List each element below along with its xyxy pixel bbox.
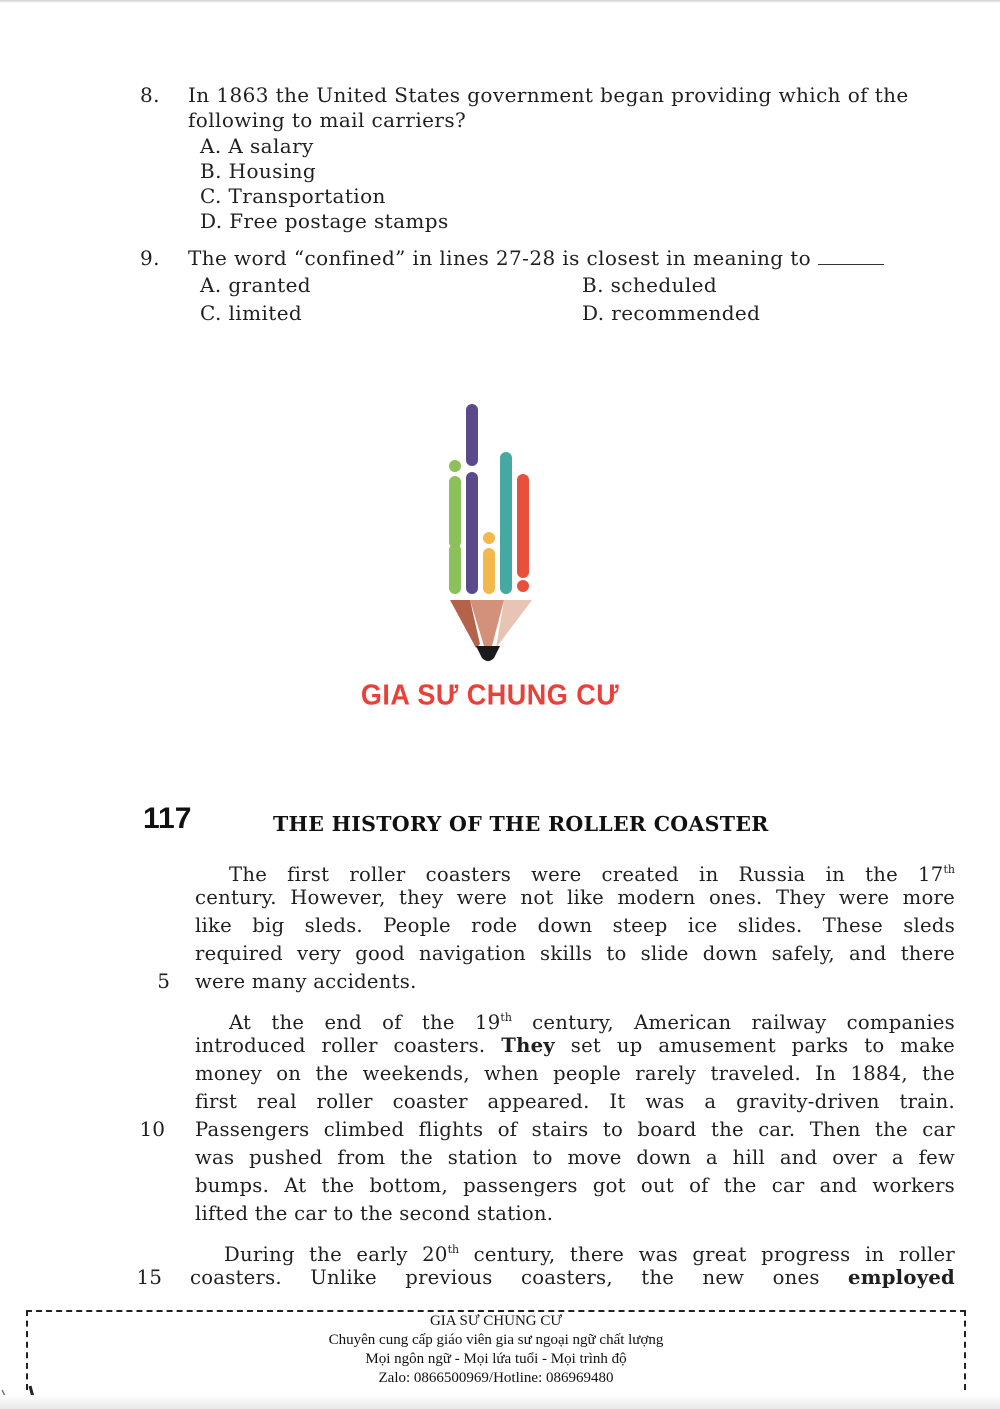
passage-line: bumps. At the bottom, passengers got out of the car and workers <box>195 1174 955 1197</box>
question-9-option-d: D. recommended <box>582 301 761 325</box>
logo-bar <box>500 452 512 594</box>
passage-line: The first roller coasters were created in Russia in the 17th <box>229 863 955 886</box>
logo-bar <box>449 476 461 548</box>
line-number: 5 <box>157 969 170 993</box>
passage-line: lifted the car to the second station. <box>195 1202 554 1225</box>
line-number: 15 <box>136 1265 162 1289</box>
logo-bar <box>517 474 529 578</box>
question-8-option-b: B. Housing <box>200 159 317 183</box>
passage-line: were many accidents. <box>195 970 417 993</box>
question-9-option-b: B. scheduled <box>582 273 718 297</box>
question-8-option-c: C. Transportation <box>200 184 386 208</box>
footer-line: Chuyên cung cấp giáo viên gia sư ngoại ngữ chất lượng <box>328 1332 664 1348</box>
question-stem <box>188 246 958 271</box>
footer-line: Mọi ngôn ngữ - Mọi lứa tuổi - Mọi trình độ <box>365 1351 627 1367</box>
passage-line: introduced roller coasters. They set up amusement parks to make <box>195 1034 956 1057</box>
question-8-option-d: D. Free postage stamps <box>200 209 449 233</box>
question-8-option-a: A. A salary <box>200 134 314 158</box>
passage-line: money on the weekends, when people rarely traveled. In 1884, the <box>195 1062 955 1085</box>
passage-line: first real roller coaster appeared. It was a gravity-driven train. <box>195 1090 955 1113</box>
highlighted-word: employed <box>848 1266 955 1289</box>
footer-line: GIA SƯ CHUNG CƯ <box>429 1313 563 1329</box>
highlighted-word: They <box>501 1034 555 1057</box>
pencil-logo-icon <box>440 400 540 670</box>
passage-line: required very good navigation skills to slide down safely, and there <box>195 942 955 965</box>
line-number: 10 <box>139 1117 165 1141</box>
passage-line: coasters. Unlike previous coasters, the new ones employed <box>190 1266 955 1289</box>
paragraph-2 <box>195 1004 955 1228</box>
logo-bar <box>466 472 478 594</box>
scan-edge <box>0 0 1000 3</box>
question-9-option-a: A. granted <box>200 273 312 297</box>
passage-line: Passengers climbed flights of stairs to board the car. Then the car <box>195 1118 955 1141</box>
question-stem-text: The word “confined” in lines 27-28 is closest in meaning to <box>188 246 812 270</box>
logo-lead <box>476 646 500 661</box>
logo-dot <box>483 532 495 544</box>
logo-bar <box>449 544 461 594</box>
logo-bar <box>466 404 478 466</box>
question-number: 9. <box>140 246 160 270</box>
passage-title: THE HISTORY OF THE ROLLER COASTER <box>273 812 769 836</box>
passage-line: like big sleds. People rode down steep ice slides. These sleds <box>195 914 955 937</box>
logo-bar <box>483 548 495 594</box>
paragraph-3 <box>190 1236 955 1292</box>
answer-blank <box>818 250 884 265</box>
logo-dot <box>517 580 529 592</box>
footer-line: Zalo: 0866500969/Hotline: 086969480 <box>378 1370 614 1386</box>
question-9-option-c: C. limited <box>200 301 303 325</box>
question-stem-line: In 1863 the United States government began providing which of the <box>188 83 909 107</box>
question-stem <box>188 83 958 133</box>
passage-line: During the early 20th century, there was great progress in roller <box>224 1243 955 1266</box>
scan-edge <box>0 1395 1000 1409</box>
passage-line: was pushed from the station to move down a hill and over a few <box>195 1146 955 1169</box>
paragraph-1 <box>195 856 955 996</box>
logo-wordmark: GIA SƯ CHUNG CƯ <box>360 679 620 711</box>
question-stem-line: following to mail carriers? <box>188 108 467 132</box>
passage-number: 117 <box>143 802 192 835</box>
question-number: 8. <box>140 83 160 107</box>
logo-dot <box>449 460 461 472</box>
footer-contact-box <box>26 1310 966 1390</box>
passage-line: century. However, they were not like modern ones. They were more <box>195 886 955 909</box>
passage-line: At the end of the 19th century, American railway companies <box>229 1011 955 1034</box>
